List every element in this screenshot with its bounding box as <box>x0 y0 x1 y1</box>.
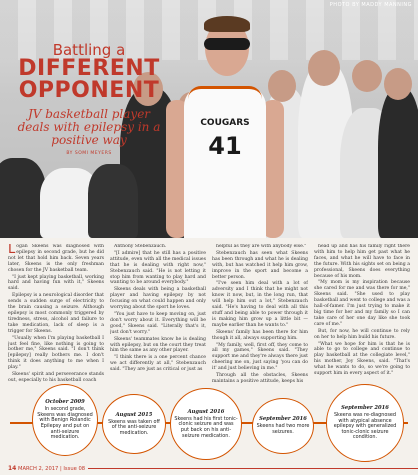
article-paragraph <box>314 329 410 341</box>
paragraph-text: Stebenzauch has seen what Skeens has been through and what he is dealing with, but has watched it help him grow, improve in the sport and become a better person. <box>212 250 308 280</box>
epilepsy-timeline <box>0 384 418 462</box>
teammate-head <box>384 68 412 100</box>
jersey-team-name: COUGARS <box>200 118 250 128</box>
timeline-date: August 2015 <box>115 411 153 418</box>
paragraph-text: Skeens' family has been there for him though it all, always supporting him. <box>212 329 308 341</box>
headline-line-3: OPPONENT <box>18 78 160 103</box>
page-footer <box>0 464 418 475</box>
headline-line-1: Battling a <box>52 41 126 59</box>
article-column <box>212 244 308 386</box>
paragraph-text: Anthony Stebenzauch. <box>114 244 167 249</box>
article-column <box>314 244 410 386</box>
paragraph-text: Skeens' spirit and perseverance stands out, especially to his basketball coach <box>8 372 104 383</box>
timeline-date: August 2016 <box>187 408 225 415</box>
paragraph-text: head up and has his family right there with him to help him get past what he faces, and what he will have to face in the future. With his sights set on being a professional, Skeens does everything because of his mom. <box>314 244 410 279</box>
article-paragraph <box>8 372 104 384</box>
photo-credit: PHOTO BY MADDY MANNING <box>329 2 412 8</box>
teammate-head <box>308 50 340 86</box>
timeline-desc: Skeens had his first tonic-clonic seizure and was put back on his anti-seizure medication. <box>174 415 238 439</box>
page-number: 14 <box>8 465 17 472</box>
paragraph-text: But, for now, he will continue to rely on her to help him build his future. <box>314 328 410 340</box>
article-paragraph <box>314 244 410 279</box>
timeline-event <box>326 384 404 462</box>
headline-deck: JV basketball player deals with epilepsy in a positive way <box>17 107 161 147</box>
paragraph-text: "I've seen him deal with a lot of adversity and I think that he might not know it now, but, in the long run, that will help him out a lot," Stebenzauch said. "He's having to deal with all this stuff and being able to power through it is making him grow up a little bit — maybe earlier than he wants to." <box>212 281 308 328</box>
article-paragraph <box>110 251 206 286</box>
article-paragraph <box>110 337 206 355</box>
timeline-event <box>102 394 166 454</box>
paragraph-text: Epilepsy is a neurological disorder that sends a sudden surge of electricity to the brain causing a seizure. Although epilepsy is most commonly triggered by tiredness, stress, alcohol and failure to take medication, lack of sleep is a trigger for Skeens. <box>8 293 104 334</box>
headline-block <box>14 42 164 156</box>
headline-line-2: DIFFERENT <box>18 56 160 81</box>
article-paragraph <box>212 343 308 373</box>
article-column <box>8 244 104 386</box>
paragraph-text: "You just have to keep moving on, just don't worry about it. Everything will be good," Skeens said. "Literally that's it, just don't worry." <box>110 311 206 335</box>
byline: BY SOMI MEYERS <box>66 151 112 156</box>
timeline-event <box>170 388 242 460</box>
article-paragraph <box>110 244 206 250</box>
paragraph-text: "[I admire] that he still has a positive attitude, even with all the medical issues that he is dealing with right now," Stebenzauch said. "He is not letting it stop him from wanting to play hard and wanting to be around everybody." <box>110 250 206 286</box>
teammate-figure <box>378 88 418 238</box>
paragraph-text: "I just kept playing basketball, working hard and having fun with it," Skeens said. <box>8 274 104 292</box>
folio <box>8 465 88 472</box>
issue-info: MARCH 2, 2017 | Issue 08 <box>18 466 86 472</box>
paragraph-text: Through all the obstacles, Skeens maintains a positive attitude, keeps his <box>212 373 308 384</box>
timeline-date: September 2016 <box>259 416 307 423</box>
paragraph-text: "My mom is my inspiration because she cared for me and was there for me," Skeens said. "She used to play basketball and went to college and was a hall-of-famer. I'm just trying to make it big time for her and my family so I can take care of her one day like she took care of me." <box>314 280 410 327</box>
timeline-desc: Skeens was taken off of the anti-seizure medication. <box>108 418 160 436</box>
article-paragraph <box>212 330 308 342</box>
paragraph-text: ogan Skeens was diagnosed with epilepsy in second grade, but he did not let that hold him back. Seven years later, Skeens is the only freshman chosen for the JV basketball team. <box>8 244 104 273</box>
article-paragraph <box>212 281 308 328</box>
drop-cap: L <box>8 244 16 257</box>
article-paragraph <box>8 293 104 334</box>
timeline-desc: Skeens was re-diagnosed with atypical absence epilepsy with generalized tonic-clonic seizure condition. <box>333 412 397 441</box>
paragraph-text: helpful as they are with anybody else." <box>216 244 307 249</box>
article-paragraph <box>110 312 206 336</box>
timeline-event <box>252 398 314 454</box>
jersey-number: 41 <box>208 132 242 160</box>
article-paragraph <box>8 336 104 371</box>
timeline-desc: Skeens had two more seizures. <box>256 423 310 435</box>
article-column <box>110 244 206 386</box>
article-paragraph <box>212 244 308 250</box>
article-paragraph <box>8 244 104 274</box>
timeline-date: September 2016 <box>341 405 389 412</box>
timeline-date: October 2009 <box>45 399 85 406</box>
paragraph-text: Skeens' teammates know he is dealing with epilepsy, but on the court they treat him the same as any other player. <box>110 336 206 354</box>
article-paragraph <box>314 280 410 327</box>
article-paragraph <box>314 342 410 377</box>
jersey-trim <box>188 86 262 99</box>
teammate-head <box>268 70 296 102</box>
article-paragraph <box>110 287 206 311</box>
player-jersey <box>184 86 266 238</box>
article-body <box>8 244 410 386</box>
article-paragraph <box>8 275 104 293</box>
player-hair <box>204 16 250 32</box>
paragraph-text: "My family, well, first off, they come to all my games," Skeens said. "They support me and they're always there just cheering me on, just saying 'you can do it' and just believing in me." <box>212 342 308 372</box>
timeline-event <box>32 384 98 456</box>
paragraph-text: "Usually when I'm playing basketball I just feel fine, like nothing is going to bother me," Skeens said. "I don't think [epilepsy] really bothers me. I don't think it does anything to me when I play." <box>8 335 104 371</box>
goggles-icon <box>204 38 250 50</box>
article-paragraph <box>212 251 308 281</box>
article-paragraph <box>110 355 206 373</box>
paragraph-text: "I think there is a one percent chance we act differently at all," Stebenzauch said. "They are just as critical or just as <box>110 355 206 373</box>
timeline-desc: In second grade, Skeens was diagnosed with Benign Rolandic Epilepsy and put on anti-seizure medication. <box>37 406 93 441</box>
paragraph-text: "What we hope for him is that he is able to go to college and continue to play basketball at the collegiate level," his mother, Joy Skeens, said. "That's what he wants to do, so we're going to support him in every aspect of it." <box>314 341 410 377</box>
teammate-head <box>352 60 382 92</box>
paragraph-text: Skeens deals with being a basketball player and having epilepsy by not focusing on what could happen and only worrying about the sport he loves. <box>110 287 206 311</box>
teammate-figure <box>88 164 138 238</box>
